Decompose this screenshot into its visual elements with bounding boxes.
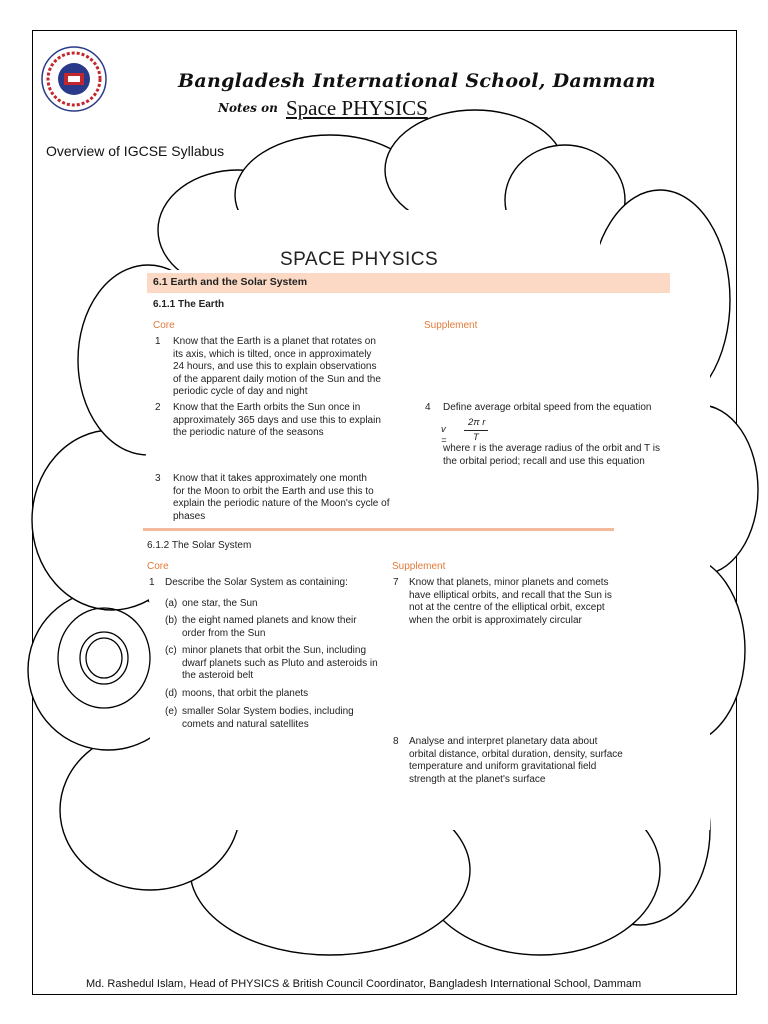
- overview-heading: Overview of IGCSE Syllabus: [46, 143, 225, 159]
- supplement-text: where r is the average radius of the orbit and T is the orbital period; recall and use this equation: [443, 443, 660, 467]
- school-logo-icon: [40, 45, 108, 113]
- earth-core-label: Core: [153, 320, 175, 331]
- solar-subitem-label: (c): [165, 645, 177, 656]
- page-footer: Md. Rashedul Islam, Head of PHYSICS & British Council Coordinator, Bangladesh International School, Dammam: [86, 978, 642, 990]
- syllabus-title: SPACE PHYSICS: [280, 249, 439, 270]
- solar-supplement-number: 7: [393, 577, 399, 588]
- solar-subitem-text: minor planets that orbit the Sun, including dwarf planets such as Pluto and asteroids in the asteroid belt: [182, 645, 378, 681]
- solar-core-intro: Describe the Solar System as containing:: [165, 577, 348, 588]
- supplement-intro: Define average orbital speed from the equation: [443, 402, 652, 413]
- solar-subitem-label: (e): [165, 706, 178, 717]
- solar-supplement-number: 8: [393, 736, 399, 747]
- earth-supplement-label: Supplement: [424, 320, 478, 331]
- solar-core-label: Core: [147, 561, 169, 572]
- equation-numerator: 2π r: [468, 417, 486, 428]
- solar-supplement-label: Supplement: [392, 561, 446, 572]
- solar-subitem-text: the eight named planets and know their order from the Sun: [182, 615, 357, 639]
- solar-subitem-text: smaller Solar System bodies, including comets and natural satellites: [182, 706, 354, 730]
- equation-lhs: v =: [441, 424, 447, 446]
- solar-heading: 6.1.2 The Solar System: [147, 540, 252, 551]
- solar-subitem-text: one star, the Sun: [182, 598, 258, 609]
- solar-subitem-text: moons, that orbit the planets: [182, 688, 309, 699]
- equation-denominator: T: [473, 432, 479, 443]
- earth-item-text: Know that the Earth orbits the Sun once in approximately 365 days and use this to explain the periodic nature of the seasons: [173, 402, 381, 438]
- solar-supplement-text: Analyse and interpret planetary data about orbital distance, orbital duration, density, surface temperature and uniform gravitational field strength at the planet's surface: [409, 736, 623, 785]
- earth-item-text: Know that it takes approximately one month for the Moon to orbit the Earth and use this to explain the periodic nature of the Moon's cycle of phases: [173, 473, 390, 522]
- solar-subitem-label: (b): [165, 615, 178, 626]
- earth-heading: 6.1.1 The Earth: [153, 299, 225, 310]
- notes-topic: Space PHYSICS: [286, 96, 428, 120]
- fraction-bar: [464, 430, 488, 431]
- solar-supplement-text: Know that planets, minor planets and comets have elliptical orbits, and recall that the Sun is not at the centre of the elliptical orbit, except when the orbit is approximately circular: [409, 577, 612, 626]
- notes-prefix: Notes on: [218, 101, 278, 115]
- solar-core-number: 1: [149, 577, 155, 588]
- earth-item-number: 3: [155, 473, 161, 484]
- section-divider: [143, 528, 614, 531]
- school-name: Bangladesh International School, Dammam: [178, 70, 656, 92]
- earth-item-number: 2: [155, 402, 161, 413]
- earth-item-text: Know that the Earth is a planet that rotates on its axis, which is tilted, once in approximately 24 hours, and use this to explain observations of the apparent daily motion of the Sun and the periodic cycle of day and night: [173, 336, 381, 397]
- section-heading: 6.1 Earth and the Solar System: [153, 276, 308, 288]
- supplement-item-number: 4: [425, 402, 431, 413]
- solar-subitem-label: (a): [165, 598, 178, 609]
- earth-item-number: 1: [155, 336, 161, 347]
- solar-subitem-label: (d): [165, 688, 178, 699]
